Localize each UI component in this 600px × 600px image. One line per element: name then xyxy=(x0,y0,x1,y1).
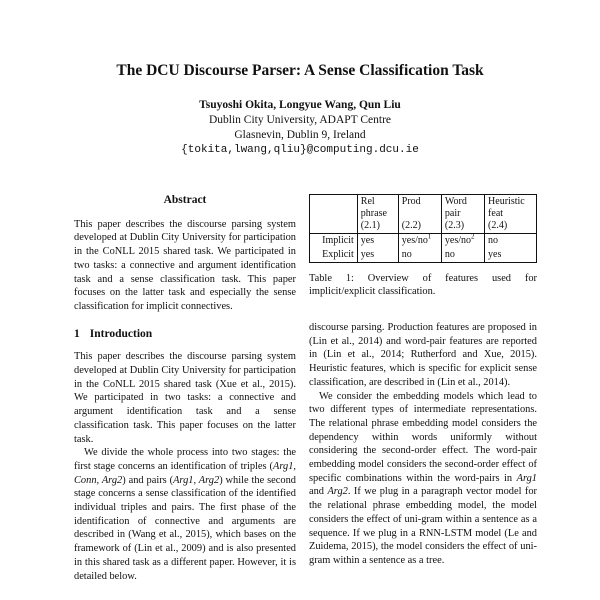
intro-p2-part-a: We divide the whole process into two stages: the first stage concerns an identification of triples ( xyxy=(74,447,296,472)
intro-p2-part-b: ) and pairs ( xyxy=(122,474,174,486)
intro-paragraph-1: This paper describes the discourse parsing system developed at Dublin City University for participation in the CoNLL 2015 shared task (Xue et al., 2015). We participated in two tasks: a connective and argument identification task and a sense classification task. This paper focuses on the latter task. xyxy=(74,351,296,445)
footnote-marker: 2 xyxy=(471,232,475,241)
table-cell: yes xyxy=(485,248,537,263)
table-header-word-pair: Word pair (2.3) xyxy=(441,195,484,234)
left-column xyxy=(74,194,296,583)
table-cell: yes/$no^1$ xyxy=(398,234,441,249)
right-p2-part-a: We consider the embedding models which lead to two different types of intermediate representations. The relational phrase embedding model considers the dependency within words uniformly without considering the second-order effect. The word-pair embedding model considers the second-order effect of specific combinations within the word-pairs in xyxy=(309,390,537,484)
email: {tokita,lwang,qliu}@computing.dcu.ie xyxy=(181,144,419,156)
table-cell: no xyxy=(398,248,441,263)
table-cell: no xyxy=(441,248,484,263)
right-body xyxy=(309,321,537,568)
table-header-row xyxy=(310,195,537,234)
table-corner-cell xyxy=(310,195,358,234)
section-title: Introduction xyxy=(89,327,153,340)
abstract-heading: Abstract xyxy=(163,194,207,206)
math-arg2: Arg2 xyxy=(327,486,348,498)
table-row xyxy=(310,248,537,263)
table-caption: Table 1: Overview of features used for implicit/explicit classification. xyxy=(309,273,537,297)
address: Glasnevin, Dublin 9, Ireland xyxy=(234,129,366,141)
table-row-label: Explicit xyxy=(310,248,358,263)
table-row xyxy=(310,234,537,249)
section-number: 1 xyxy=(74,327,80,340)
paper-title: The DCU Discourse Parser: A Sense Classification Task xyxy=(116,62,484,79)
intro-p2-part-c: ) while the second stage concerns a sense classification of the identified individual triples and pairs. The first phase of the identification of connective and arguments are described in (Wang et al., 2015), which bases on the framework of (Lin et al., 2009) and is also presented in this shared task as xyxy=(74,474,296,568)
right-p2-part-b: and xyxy=(309,486,328,498)
affiliation: Dublin City University, ADAPT Centre xyxy=(208,114,392,126)
table-cell: yes xyxy=(357,248,398,263)
intro-paragraph-2 xyxy=(74,446,296,583)
table-row-label: Implicit xyxy=(310,234,358,249)
author-names: Tsuyoshi Okita, Longyue Wang, Qun Liu xyxy=(199,99,401,111)
feature-table xyxy=(309,194,537,263)
math-pair: Arg1, Arg2 xyxy=(173,474,220,486)
table-header-rel-phrase: Rel phrase (2.1) xyxy=(357,195,398,234)
math-triple: Arg1, Conn, Arg2 xyxy=(74,460,296,486)
intro-p2-part-d: a different paper. However, it is detailed below. xyxy=(74,556,296,582)
right-column xyxy=(309,194,537,568)
math-arg1: Arg1 xyxy=(516,472,537,484)
abstract-text: This paper describes the discourse parsing system developed at Dublin City University for participation in the CoNLL 2015 shared task. We participated in two tasks: a connective and argument identification task and a sense classification task. This paper focuses on the latter task and especially the sense classification for implicit connectives. xyxy=(74,218,296,312)
right-paragraph-2 xyxy=(309,390,537,568)
right-p2-part-c: . If we plug in a paragraph vector model for the relational phrase embedding model, the model considers the effect of uni-gram within a sentence as a sequence. If we plug in a RNN-LSTM model (Le and Zuidema, 2015), the model considers the effect of uni-gram within a sentence as a tree. xyxy=(309,486,538,566)
table-header-prod: Prod (2.2) xyxy=(398,195,441,234)
author-block xyxy=(0,98,600,158)
table-cell: no xyxy=(485,234,537,249)
table-cell: yes xyxy=(357,234,398,249)
footnote-marker: 1 xyxy=(427,232,432,241)
right-paragraph-1: discourse parsing. Production features are proposed in (Lin et al., 2014) and word-pair features are reported in (Lin et al., 2014; Rutherford and Xue, 2015). Heuristic features, which is specific for explicit sense classification, are described in (Lin et al., 2014). xyxy=(309,322,537,388)
table-cell: yes/$no^2$ xyxy=(441,234,484,249)
table-header-heuristic-feat: Heuristic feat (2.4) xyxy=(485,195,537,234)
section-heading-introduction xyxy=(74,328,296,342)
